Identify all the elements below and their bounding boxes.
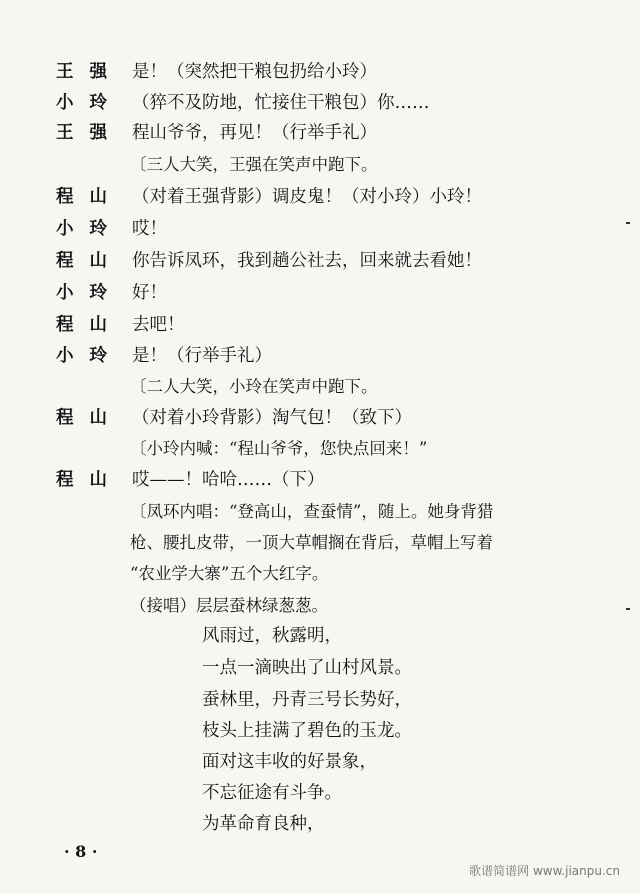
speaker-name: 程山 bbox=[56, 251, 123, 271]
line-text: 是！（行举手礼） bbox=[132, 346, 272, 366]
verse-line: 风雨过，秋露明， bbox=[202, 626, 342, 646]
line-text: （对着王强背影）调皮鬼！（对小玲）小玲！ bbox=[132, 187, 482, 207]
line-text: 好！ bbox=[132, 283, 167, 303]
speaker-name: 王强 bbox=[56, 62, 123, 82]
line-text: 〔二人大笑，小玲在笑声中跑下。 bbox=[130, 377, 378, 396]
line-text: 枪、腰扎皮带，一顶大草帽搁在背后，草帽上写着 bbox=[130, 533, 493, 552]
margin-mark bbox=[626, 608, 630, 610]
speaker-name: 小玲 bbox=[56, 283, 123, 303]
speaker-name: 程山 bbox=[56, 315, 123, 335]
speaker-name: 小玲 bbox=[56, 346, 123, 366]
verse-line: 为革命育良种， bbox=[202, 814, 325, 834]
line-text: “农业学大寨”五个大红字。 bbox=[130, 564, 329, 583]
line-text: 〔小玲内喊：“程山爷爷，您快点回来！” bbox=[130, 439, 428, 458]
verse-line: 蚕林里，丹青三号长势好， bbox=[202, 690, 412, 710]
speaker-name: 小玲 bbox=[56, 93, 123, 113]
page-number: · 8 · bbox=[64, 842, 98, 861]
line-text: 你告诉凤环，我到趟公社去，回来就去看她！ bbox=[132, 251, 482, 271]
line-text: （猝不及防地，忙接住干粮包）你…… bbox=[132, 93, 430, 113]
speaker-name: 王强 bbox=[56, 123, 123, 143]
speaker-name: 小玲 bbox=[56, 219, 123, 239]
verse-line: 面对这丰收的好景象， bbox=[202, 752, 377, 772]
line-text: 哎——！哈哈……（下） bbox=[132, 470, 325, 490]
line-text: 〔凤环内唱：“登高山，查蚕情”，随上。她身背猎 bbox=[130, 502, 494, 521]
watermark: 歌谱简谱网 www.jianpu.cn bbox=[469, 864, 620, 878]
line-text: 哎！ bbox=[132, 219, 167, 239]
verse-line: 不忘征途有斗争。 bbox=[202, 783, 342, 803]
line-text: 〔三人大笑，王强在笑声中跑下。 bbox=[130, 155, 378, 174]
speaker-name: 程山 bbox=[56, 187, 123, 207]
verse-line: 一点一滴映出了山村风景。 bbox=[202, 658, 412, 678]
line-text: （接唱）层层蚕林绿葱葱。 bbox=[130, 596, 328, 615]
line-text: 是！（突然把干粮包扔给小玲） bbox=[132, 62, 377, 82]
margin-mark bbox=[626, 222, 630, 224]
line-text: 去吧！ bbox=[132, 315, 185, 335]
speaker-name: 程山 bbox=[56, 408, 123, 428]
speaker-name: 程山 bbox=[56, 470, 123, 490]
line-text: （对着小玲背影）淘气包！（致下） bbox=[132, 408, 412, 428]
verse-line: 枝头上挂满了碧色的玉龙。 bbox=[202, 721, 412, 741]
line-text: 程山爷爷，再见！（行举手礼） bbox=[132, 123, 377, 143]
